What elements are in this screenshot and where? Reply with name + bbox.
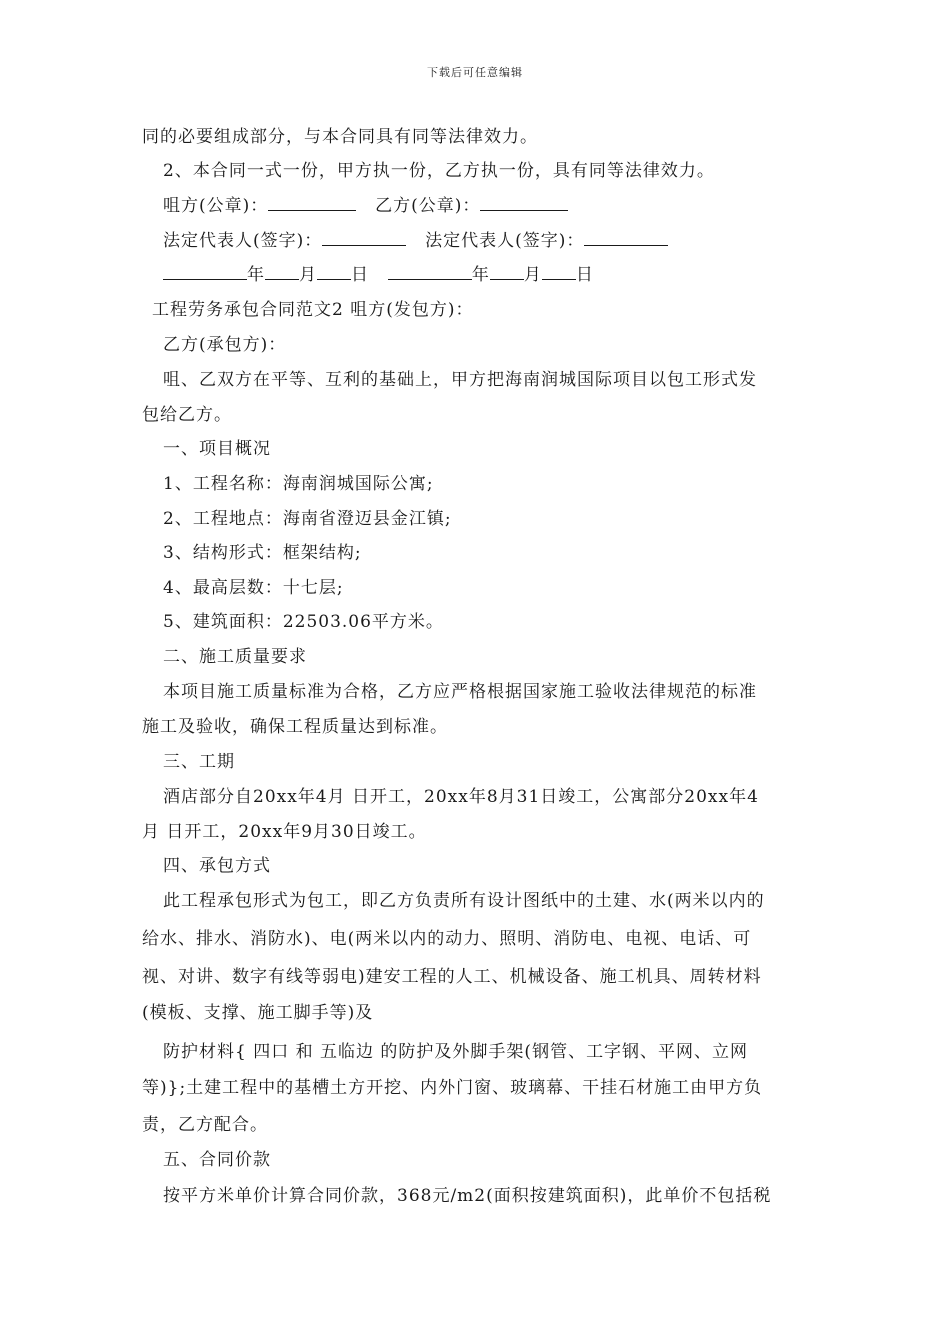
text-line: 3、结构形式：框架结构; [163,543,362,563]
month-label-a: 月 [299,265,317,285]
seal-line [163,194,568,218]
text-line: 咀、乙双方在平等、互利的基础上，甲方把海南润城国际项目以包工形式发 [163,370,757,390]
heading: 二、施工质量要求 [163,647,307,667]
representative-line [163,229,668,253]
rep-a-label: 法定代表人(签字)： [163,231,323,251]
section-title: 工程劳务承包合同范文2 咀方(发包方)： [152,300,474,320]
party-a-seal-blank [268,194,356,211]
text-line: 施工及验收，确保工程质量达到标准。 [142,717,448,737]
text-line: 2、工程地点：海南省澄迈县金江镇; [163,509,452,529]
text-line: (模板、支撑、施工脚手等)及 [142,1003,374,1023]
year-blank-b [388,263,472,280]
heading: 一、项目概况 [163,439,271,459]
rep-b-blank [584,229,668,246]
text-line: 等)};土建工程中的基槽土方开挖、内外门窗、玻璃幕、干挂石材施工由甲方负 [142,1078,763,1098]
heading: 四、承包方式 [163,856,271,876]
text-line: 2、本合同一式一份，甲方执一份，乙方执一份，具有同等法律效力。 [163,161,715,181]
text-line: 月 日开工，20xx年9月30日竣工。 [142,822,427,842]
text-line: 按平方米单价计算合同价款，368元/m2(面积按建筑面积)，此单价不包括税 [163,1186,772,1206]
month-label-b: 月 [523,265,542,285]
text-line: 5、建筑面积：22503.06平方米。 [163,612,444,632]
month-blank-b [490,263,524,280]
text-line: 同的必要组成部分，与本合同具有同等法律效力。 [142,127,538,147]
text-line: 防护材料{ 四口 和 五临边 的防护及外脚手架(钢管、工字钢、平网、立网 [163,1042,749,1062]
year-label-a: 年 [247,265,265,285]
heading: 五、合同价款 [163,1150,271,1170]
text-line: 给水、排水、消防水)、电(两米以内的动力、照明、消防电、电视、电话、可 [142,929,752,949]
day-label-b: 日 [575,265,594,285]
year-blank-a [163,263,247,280]
text-line: 4、最高层数：十七层; [163,578,344,598]
text-line: 此工程承包形式为包工，即乙方负责所有设计图纸中的土建、水(两米以内的 [163,891,765,911]
text-line: 包给乙方。 [142,405,232,425]
text-line: 责，乙方配合。 [142,1115,268,1135]
day-blank-a [317,263,351,280]
text-line: 1、工程名称：海南润城国际公寓; [163,474,434,494]
heading: 三、工期 [163,752,235,772]
party-b-seal-label: 乙方(公章)： [375,196,481,216]
party-b-seal-blank [480,194,568,211]
date-line [163,263,594,287]
text-line: 酒店部分自20xx年4月 日开工，20xx年8月31日竣工，公寓部分20xx年4 [163,787,759,807]
month-blank-a [265,263,299,280]
rep-a-blank [322,229,406,246]
rep-b-label: 法定代表人(签字)： [425,231,585,251]
day-label-a: 日 [351,265,369,285]
day-blank-b [542,263,576,280]
text-line: 乙方(承包方)： [163,335,287,355]
year-label-b: 年 [471,265,490,285]
text-line: 本项目施工质量标准为合格，乙方应严格根据国家施工验收法律规范的标准 [163,682,757,702]
party-a-seal-label: 咀方(公章)： [163,196,269,216]
text-line: 视、对讲、数字有线等弱电)建安工程的人工、机械设备、施工机具、周转材料 [142,967,762,987]
page-header: 下载后可任意编辑 [427,66,523,79]
